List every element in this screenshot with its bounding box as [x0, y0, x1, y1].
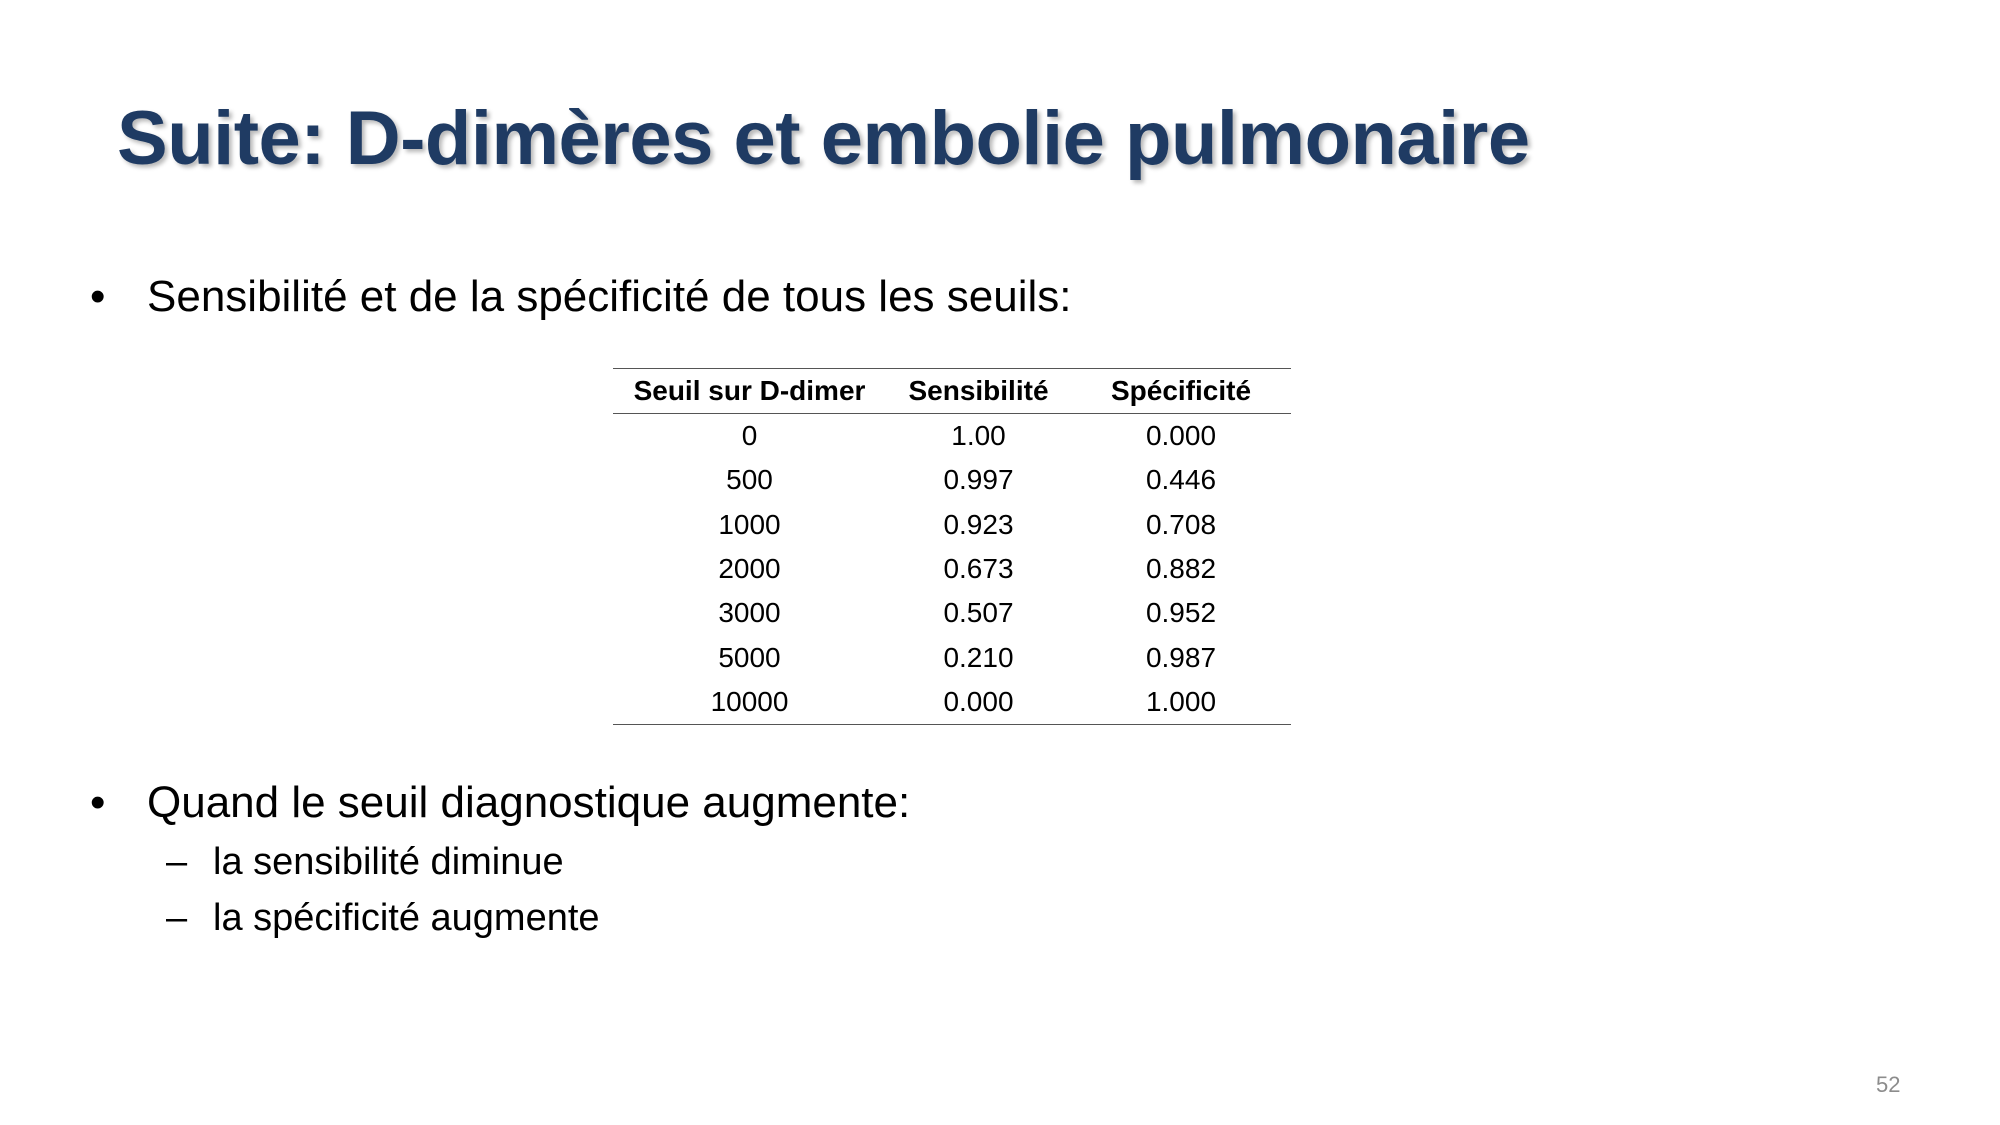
cell-threshold: 1000	[718, 508, 781, 540]
cell-sensitivity: 1.00	[951, 420, 1006, 452]
cell-sensitivity: 0.000	[943, 685, 1014, 717]
cell-specificity: 0.000	[1145, 420, 1217, 452]
table-row	[613, 680, 1291, 725]
cell-sensitivity: 0.923	[943, 508, 1014, 540]
cell-sensitivity: 0.507	[943, 597, 1014, 629]
sub-bullet-text: la sensibilité diminue	[213, 841, 564, 883]
cell-specificity: 0.708	[1145, 508, 1217, 540]
header-threshold: Seuil sur D-dimer	[633, 375, 866, 406]
slide-title: Suite: D-dimères et embolie pulmonaire	[117, 96, 1530, 181]
table-row	[613, 547, 1291, 591]
cell-sensitivity: 0.673	[943, 553, 1014, 585]
header-sensitivity: Sensibilité	[908, 375, 1049, 406]
table-row	[613, 414, 1291, 459]
cell-threshold: 3000	[718, 597, 781, 629]
table-row	[613, 635, 1291, 679]
cell-specificity: 0.987	[1145, 641, 1217, 673]
cell-specificity: 0.952	[1145, 597, 1217, 629]
table-row	[613, 458, 1291, 502]
bullet-text: Sensibilité et de la spécificité de tous les seuils:	[147, 272, 1072, 321]
bullet-dot-icon: •	[90, 778, 106, 827]
cell-specificity: 0.446	[1145, 464, 1217, 496]
cell-threshold: 500	[726, 464, 773, 496]
cell-threshold: 0	[741, 420, 758, 452]
dash-icon: –	[166, 841, 188, 883]
table-row	[613, 591, 1291, 635]
sub-bullet-sensitivity	[166, 841, 564, 884]
bullet-dot-icon: •	[90, 272, 106, 321]
sub-bullet-text: la spécificité augmente	[213, 897, 600, 939]
cell-threshold: 5000	[718, 641, 781, 673]
sub-bullet-specificity	[166, 897, 600, 940]
table-header-row	[613, 369, 1291, 414]
threshold-table	[613, 368, 1291, 725]
cell-threshold: 2000	[718, 553, 781, 585]
bullet-text: Quand le seuil diagnostique augmente:	[147, 778, 911, 827]
cell-sensitivity: 0.210	[943, 641, 1014, 673]
cell-specificity: 1.000	[1145, 685, 1217, 717]
cell-specificity: 0.882	[1145, 553, 1217, 585]
dash-icon: –	[166, 897, 188, 939]
cell-threshold: 10000	[710, 685, 789, 717]
table-row	[613, 503, 1291, 547]
bullet-threshold-increase	[90, 778, 910, 828]
page-number: 52	[1876, 1072, 1901, 1097]
cell-sensitivity: 0.997	[943, 464, 1014, 496]
bullet-sensitivity-specificity	[90, 272, 1072, 322]
header-specificity: Spécificité	[1110, 375, 1252, 406]
